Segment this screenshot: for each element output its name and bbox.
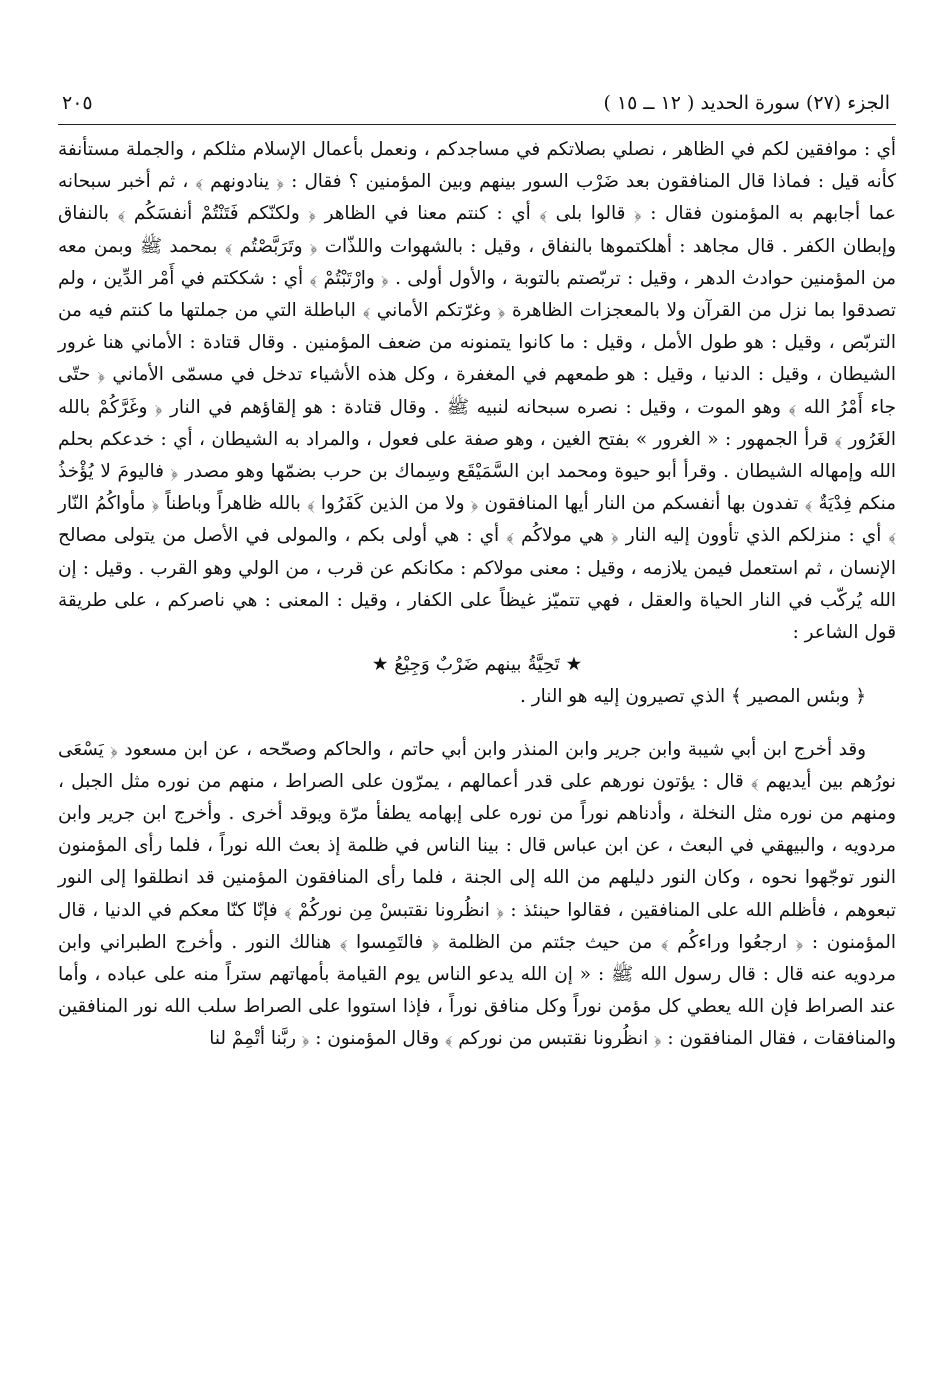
page-header (58, 84, 896, 125)
page-body (58, 134, 896, 1056)
page-number: ٢٠٥ (62, 92, 93, 114)
hadith-paragraph: وقد أخرج ابن أبي شيبة وابن جرير وابن المنذر وابن أبي حاتم ، والحاكم وصحّحه ، عن ابن مسعود ﴿ يَسْعَى نورُهم بين أيديهم ﴾ قال : يؤتون نورهم على قدر أعمالهم ، يمرّون على الصراط ، منهم من نوره مثل الجبل ، ومنهم من نوره مثل النخلة ، وأدناهم نوراً من نوره على إبهامه يطفأ مرّة ويوقد أخرى . وأخرج ابن جرير وابن مردويه ، والبيهقي في البعث ، عن ابن عباس قال : بينا الناس في ظلمة إذ بعث الله نوراً ، فلما رأى المؤمنون النور توجّهوا نحوه ، وكان النور دليلهم من الله إلى الجنة ، فلما رأى المنافقون المؤمنين قد انطلقوا إلى النور تبعوهم ، فأظلم الله على المنافقين ، فقالوا حينئذ : ﴿ انظُرونا نقتبسْ مِن نوركُمْ ﴾ فإنّا كنّا معكم في الدنيا ، قال المؤمنون : ﴿ ارجعُوا وراءكُم ﴾ من حيث جئتم من الظلمة ﴿ فالتَمِسوا ﴾ هنالك النور . وأخرج الطبراني وابن مردويه عنه قال : قال رسول الله ﷺ : « إن الله يدعو الناس يوم القيامة بأمهاتهم ستراً منه على عباده ، وأما عند الصراط فإن الله يعطي كل مؤمن نوراً وكل منافق نوراً ، فإذا استووا على الصراط سلب الله نور المنافقين والمنافقات ، فقال المنافقون : ﴿ انظُرونا نقتبس من نوركم ﴾ وقال المؤمنون : ﴿ ربَّنا أتْمِمْ لنا (58, 738, 896, 1050)
commentary-paragraph-2: ﴿ وبئس المصير ﴾ الذي تصيرون إليه هو النار . (520, 686, 866, 708)
poetry-verse: ★ تَحِيَّةُ بينهم ضَرْبٌ وَجِيْعُ ★ (371, 654, 583, 676)
commentary-paragraph-1: أي : موافقين لكم في الظاهر ، نصلي بصلاتكم في مساجدكم ، ونعمل بأعمال الإسلام مثلكم ، والجملة مستأنفة كأنه قيل : فماذا قال المنافقون بعد ضَرْب السور بينهم وبين المؤمنين ؟ فقال : ﴿ ينادونهم ﴾ ، ثم أخبر سبحانه عما أجابهم به المؤمنون فقال : ﴿ قالوا بلى ﴾ أي : كنتم معنا في الظاهر ﴿ ولكنّكم فَتَنْتُمْ أنفسَكُم ﴾ بالنفاق وإبطان الكفر . قال مجاهد : أهلكتموها بالنفاق ، وقيل : بالشهوات واللذّات ﴿ وتَرَبَّصْتُم ﴾ بمحمد ﷺ وبمن معه من المؤمنين حوادث الدهر ، وقيل : تربّصتم بالتوبة ، والأول أولى . ﴿ وارْتَبْتُمْ ﴾ أي : شككتم في أَمْر الدِّين ، ولم تصدقوا بما نزل من القرآن ولا بالمعجزات الظاهرة ﴿ وغرّتكم الأماني ﴾ الباطلة التي من جملتها ما كنتم فيه من التربّص ، وقيل : هو طول الأمل ، وقيل : ما كانوا يتمنونه من ضعف المؤمنين . وقال قتادة : الأماني هنا غرور الشيطان ، وقيل : الدنيا ، وقيل : هو طمعهم في المغفرة ، وكل هذه الأشياء تدخل في مسمّى الأماني ﴿ حتّى جاء أَمْرُ الله ﴾ وهو الموت ، وقيل : نصره سبحانه لنبيه ﷺ . وقال قتادة : هو إلقاؤهم في النار ﴿ وغَرَّكُمْ بالله الغَرُور ﴾ قرأ الجمهور : « الغرور » بفتح الغين ، وهو صفة على فعول ، والمراد به الشيطان ، أي : خدعكم بحلم الله وإمهاله الشيطان . وقرأ أبو حيوة ومحمد ابن السَّمَيْقَع وسِماك بن حرب بضمّها وهو مصدر ﴿ فاليومَ لا يُؤْخذُ منكم فِدْيَةٌ ﴾ تفدون بها أنفسكم من النار أيها المنافقون ﴿ ولا من الذين كَفَرُوا ﴾ بالله ظاهراً وباطناً ﴿ مأواكُمُ النّار ﴾ أي : منزلكم الذي تأوون إليه النار ﴿ هي مولاكُم ﴾ أي : هي أولى بكم ، والمولى في الأصل من يتولى مصالح الإنسان ، ثم استعمل فيمن يلازمه ، وقيل : معنى مولاكم : مكانكم عن قرب ، من الولي وهو القرب . وقيل : إن الله يُركّب في النار الحياة والعقل ، فهي تتميّز غيظاً على الكفار ، وقيل : المعنى : هي ناصركم ، على طريقة قول الشاعر : (58, 139, 896, 644)
paragraph-gap (58, 714, 896, 734)
running-title: الجزء (٢٧) سورة الحديد ( ١٢ ــ ١٥ ) (603, 92, 890, 114)
